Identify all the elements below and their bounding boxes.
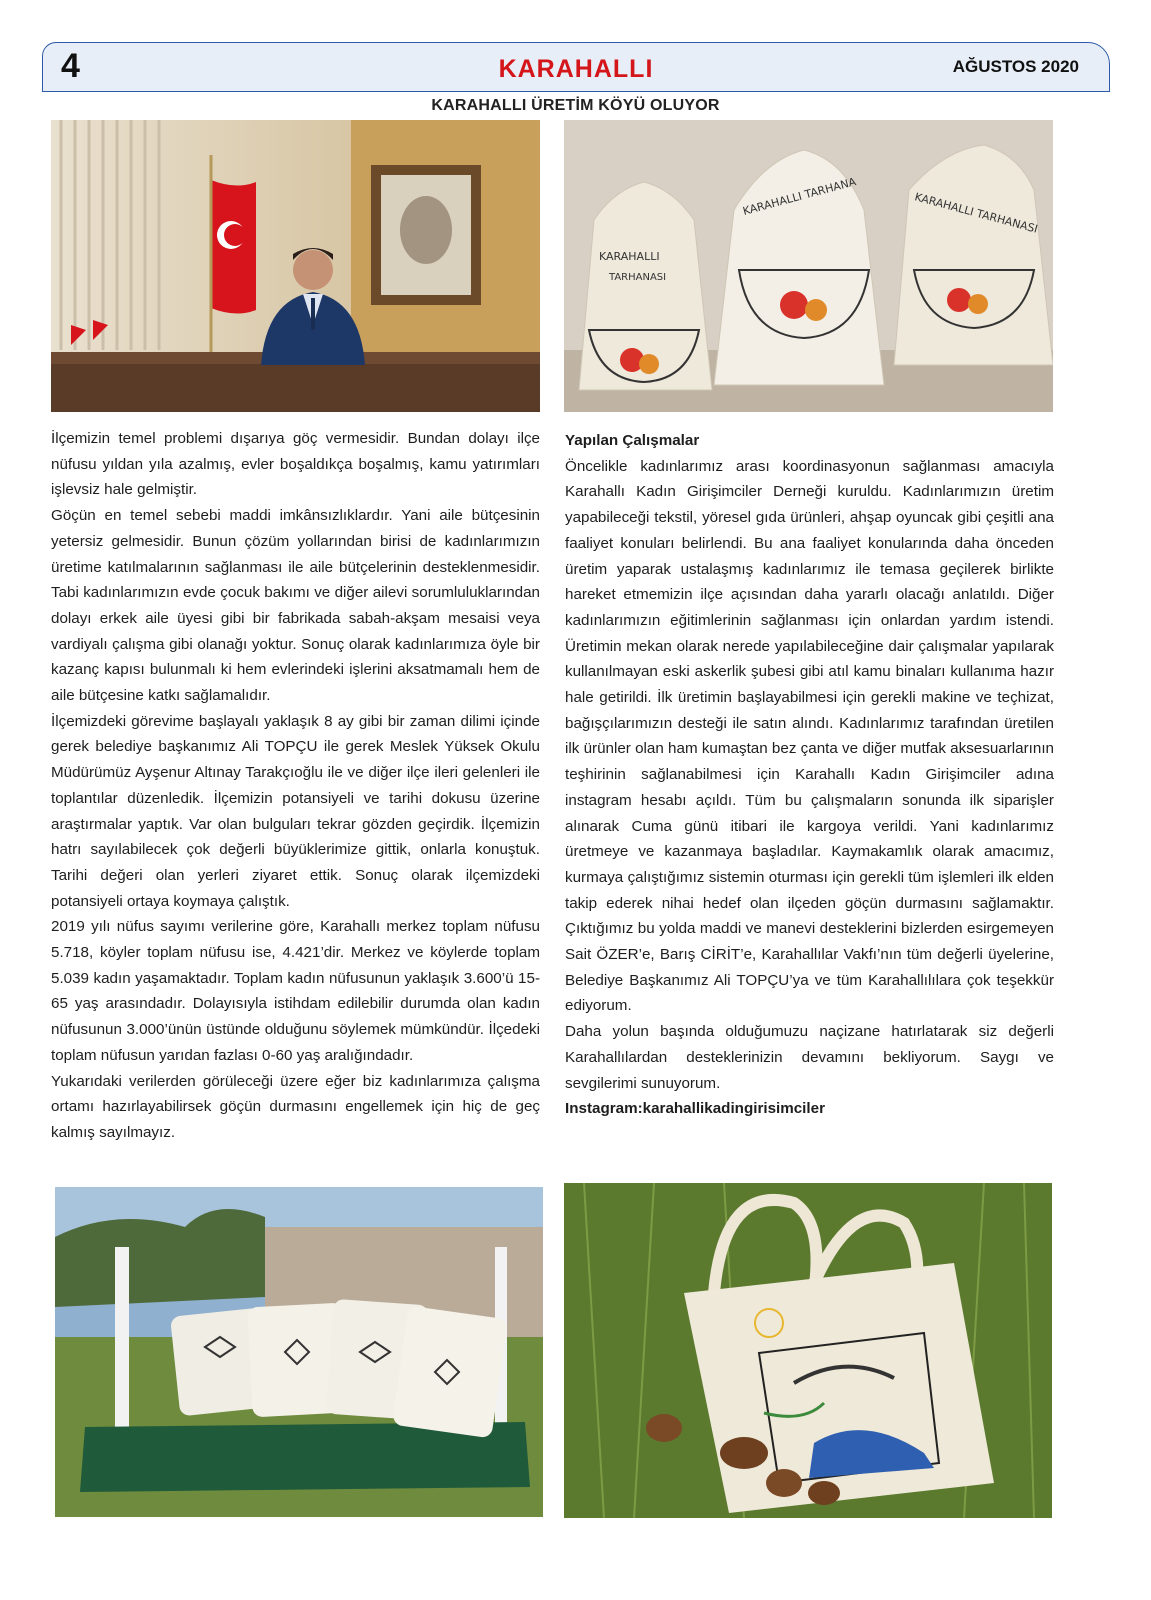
article-right-column <box>565 428 1054 1122</box>
article-left-column <box>51 426 540 1146</box>
left-paragraph: 2019 yılı nüfus sayımı verilerine göre, Karahallı merkez toplam nüfusu 5.718, köyler toplam nüfusu ise, 4.421’dir. Merkez ve köylerde toplam 5.039 kadın yaşamaktadır. Toplam kadın nüfusunun yaklaşık 3.600’ü 15-65 yaş arasındadır. Dolayısıyla istihdam edilebilir durumda olan kadın nüfusunun 3.000’ünün üstünde olduğunu söylemek mümkündür. İlçedeki toplam nüfusun yarıdan fazlası 0-60 yaş aralığındadır. <box>51 918 540 1064</box>
left-paragraph: İlçemizin temel problemi dışarıya göç vermesidir. Bundan dolayı ilçe nüfusu yıldan yıla azalmış, evler boşaldıkça boşalmış, kamu yatırımları işlevsiz hale gelmiştir. <box>51 430 540 499</box>
section-heading: Yapılan Çalışmalar <box>565 432 700 449</box>
bag-label-karahalli: KARAHALLI <box>599 250 660 263</box>
newspaper-masthead: KARAHALLI <box>498 55 654 83</box>
left-paragraph: Göçün en temel sebebi maddi imkânsızlıklardır. Yani aile bütçesinin yetersiz gelmesidir. Bunun çözüm yollarından birisi de kadınlarımızın üretime katılmalarının sağlanması ile aile bütçelerinin desteklenmesidir. Tabi kadınlarımızın evde çocuk bakımı ve diğer ailevi sorumluluklarından dolayı erkek aile üyesi gibi bir fabrikada sabah-akşam mesaisi veya vardiyalı çalışma gibi olanağı yoktur. Sonuç olarak kadınlarımıza öyle bir kazanç kapısı bulunmalı ki hem evlerindeki işlerini aksatmamalı hem de aile bütçesine katkı sağlamalıdır. <box>51 507 540 705</box>
page-header <box>42 42 1110 92</box>
bag-label-karahalli-tarhana: KARAHALLI TARHANA <box>741 175 858 218</box>
photo-official-office <box>51 120 540 412</box>
left-paragraph: Yukarıdaki verilerden görüleceği üzere eğer biz kadınlarımıza çalışma ortamı hazırlayabilirsek göçün durmasını engellemek için hiç de geç kalmış sayılmayız. <box>51 1072 540 1141</box>
photo-tote-bag <box>564 1183 1052 1518</box>
left-paragraph: İlçemizdeki görevime başlayalı yaklaşık 8 ay gibi bir zaman dilimi içinde gerek belediye başkanımız Ali TOPÇU ile gerek Meslek Yüksek Okulu Müdürümüz Ayşenur Altınay Tarakçıoğlu ile ve diğer ilçe ileri gelenleri ile toplantılar düzenledik. İlçemizin potansiyeli ve tarihi dokusu üzerine araştırmalar yaptık. Var olan bulguları tekrar gözden geçirdik. İlçemizin hatrı sayılabilecek çok değerli büyüklerimize gittik, onlarla konuştuk. Tarihi değeri olan yerleri ziyaret ettik. Sonuç olarak ilçemizdeki potansiyeli ortaya koymaya çalıştık. <box>51 712 540 910</box>
bag-label-karahalli-tarhanasi: KARAHALLI TARHANASI <box>913 190 1040 236</box>
photo-tarhana-bags <box>564 120 1053 412</box>
article-title: KARAHALLI ÜRETİM KÖYÜ OLUYOR <box>431 97 720 114</box>
bag-label-tarhanasi: TARHANASI <box>609 272 667 283</box>
photo-cushions-swing <box>55 1187 543 1517</box>
right-paragraph: Daha yolun başında olduğumuzu naçizane hatırlatarak siz değerli Karahallılardan desteklerinizin devamını bekliyorum. Saygı ve sevgilerimi sunuyorum. <box>565 1023 1054 1092</box>
instagram-handle: Instagram:karahallikadingirisimciler <box>565 1100 825 1118</box>
issue-date: AĞUSTOS 2020 <box>952 57 1079 76</box>
page-number: 4 <box>61 47 80 85</box>
right-paragraph: Öncelikle kadınlarımız arası koordinasyonun sağlanması amacıyla Karahallı Kadın Girişimciler Derneği kuruldu. Kadınlarımızın üretim yapabileceği tekstil, yöresel gıda ürünleri, ahşap oyuncak gibi çeşitli ana faaliyet konuları belirlendi. Bu ana faaliyet konularında daha önceden üretim yaparak ustalaşmış kadınlarımız ile temasa geçilerek birlikte hareket etmemizin ilçe açısından daha yararlı olacağı anlatıldı. Diğer kadınlarımızın eğitimlerinin sağlanması için onlardan yardım istendi. Üretimin mekan olarak nerede yapılabileceğine dair çalışmalar yapılarak kullanılmayan eski askerlik şubesi gibi atıl kamu binaları kullanıma hazır hale getirildi. İlk üretimin başlayabilmesi için gerekli makine ve teçhizat, bağışçılarımızın desteği ile satın alındı. Kadınlarımız tarafından üretilen ilk ürünler olan ham kumaştan bez çanta ve diğer mutfak aksesuarlarının teşhirinin sağlanabilmesi için Karahallı Kadın Girişimciler adına instagram hesabı açıldı. Tüm bu çalışmaların sonunda ilk siparişler alınarak Cuma günü itibari ile kargoya verildi. Yani kadınlarımız üretmeye ve kazanmaya başladılar. Kaymakamlık olarak amacımız, kurmaya çalıştığımız sistemin oturması için gerekli tüm işlemleri ilk elden takip ederek nihai hedef olan ilçeden göçün durmasını sağlamaktır. Çıktığımız bu yolda maddi ve manevi desteklerini bizlerden esirgemeyen Sait ÖZER’e, Barış CİRİT’e, Karahallılar Vakfı’nın tüm değerli üyelerine, Belediye Başkanımız Ali TOPÇU’ya ve tüm Karahallılılara çok teşekkür ediyorum. <box>565 457 1054 1015</box>
